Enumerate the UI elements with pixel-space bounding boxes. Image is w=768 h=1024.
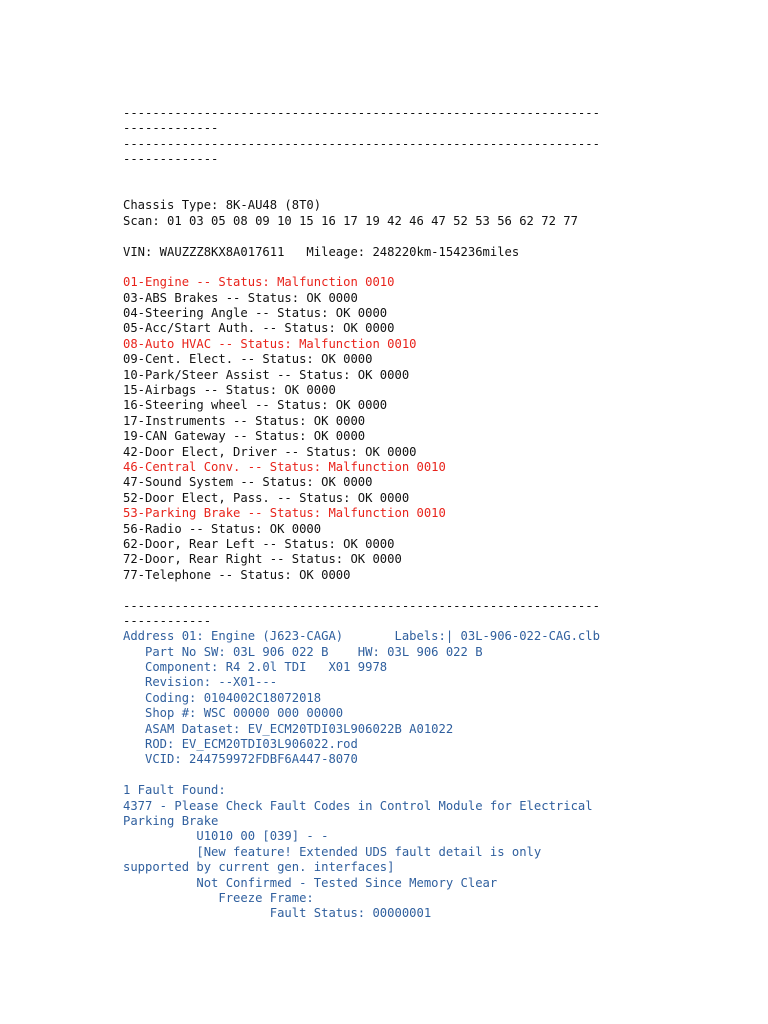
module-status-malfunction: 08-Auto HVAC -- Status: Malfunction 0010 xyxy=(123,336,417,351)
module-status-ok: 72-Door, Rear Right -- Status: OK 0000 xyxy=(123,552,402,567)
separator-rule-tail: ------------ xyxy=(123,613,212,628)
module-status-ok: 42-Door Elect, Driver -- Status: OK 0000 xyxy=(123,444,417,459)
spacer xyxy=(123,168,648,183)
part-number: Part No SW: 03L 906 022 B HW: 03L 906 022 B xyxy=(123,644,483,659)
rod-file: ROD: EV_ECM20TDI03L906022.rod xyxy=(123,737,358,752)
fault-description: 4377 - Please Check Fault Codes in Control Module for Electrical Parking Brake xyxy=(123,798,600,828)
module-status-ok: 03-ABS Brakes -- Status: OK 0000 xyxy=(123,290,358,305)
spacer xyxy=(123,260,648,275)
module-status-ok: 09-Cent. Elect. -- Status: OK 0000 xyxy=(123,352,373,367)
fault-confirmation-status: Not Confirmed - Tested Since Memory Clear xyxy=(123,875,498,890)
vin-mileage: VIN: WAUZZZ8KX8A017611 Mileage: 248220km-154236miles xyxy=(123,244,520,259)
module-status-ok: 16-Steering wheel -- Status: OK 0000 xyxy=(123,398,388,413)
module-status-ok: 52-Door Elect, Pass. -- Status: OK 0000 xyxy=(123,490,410,505)
fault-status-value: Fault Status: 00000001 xyxy=(123,906,432,921)
address-title: Address 01: Engine (J623-CAGA) Labels:| 03L-906-022-CAG.clb xyxy=(123,629,600,644)
shop-number: Shop #: WSC 00000 000 00000 xyxy=(123,706,344,721)
separator-rule-tail: ------------- xyxy=(123,152,219,167)
module-status-ok: 56-Radio -- Status: OK 0000 xyxy=(123,521,322,536)
vcid: VCID: 244759972FDBF6A447-8070 xyxy=(123,752,358,767)
fault-code: U1010 00 [039] - - xyxy=(123,829,329,844)
revision: Revision: --X01--- xyxy=(123,675,278,690)
component: Component: R4 2.0l TDI X01 9978 xyxy=(123,660,388,675)
module-status-ok: 47-Sound System -- Status: OK 0000 xyxy=(123,475,373,490)
module-status-ok: 19-CAN Gateway -- Status: OK 0000 xyxy=(123,429,366,444)
module-status-ok: 10-Park/Steer Assist -- Status: OK 0000 xyxy=(123,367,410,382)
module-status-ok: 17-Instruments -- Status: OK 0000 xyxy=(123,413,366,428)
scan-report xyxy=(123,106,648,922)
module-status-ok: 04-Steering Angle -- Status: OK 0000 xyxy=(123,306,388,321)
freeze-frame-label: Freeze Frame: xyxy=(123,890,314,905)
fault-note-line1: [New feature! Extended UDS fault detail is only xyxy=(123,844,542,859)
coding: Coding: 0104002C18072018 xyxy=(123,690,322,705)
separator-rule: ----------------------------------------------------------------- xyxy=(123,106,600,120)
scan-list: Scan: 01 03 05 08 09 10 15 16 17 19 42 46 47 52 53 56 62 72 77 xyxy=(123,213,578,228)
chassis-type: Chassis Type: 8K-AU48 (8T0) xyxy=(123,198,322,213)
separator-rule: ----------------------------------------------------------------- xyxy=(123,598,600,613)
module-status-malfunction: 01-Engine -- Status: Malfunction 0010 xyxy=(123,275,395,290)
module-status-malfunction: 46-Central Conv. -- Status: Malfunction 0010 xyxy=(123,459,446,474)
asam-dataset: ASAM Dataset: EV_ECM20TDI03L906022B A01022 xyxy=(123,721,454,736)
module-status-ok: 05-Acc/Start Auth. -- Status: OK 0000 xyxy=(123,321,395,336)
fault-count: 1 Fault Found: xyxy=(123,783,226,798)
spacer xyxy=(123,768,648,783)
spacer xyxy=(123,183,648,198)
module-status-ok: 77-Telephone -- Status: OK 0000 xyxy=(123,567,351,582)
module-status-ok: 62-Door, Rear Left -- Status: OK 0000 xyxy=(123,536,395,551)
fault-note-line2: supported by current gen. interfaces] xyxy=(123,860,395,875)
module-status-ok: 15-Airbags -- Status: OK 0000 xyxy=(123,383,336,398)
separator-rule: ----------------------------------------------------------------- xyxy=(123,136,600,151)
module-status-malfunction: 53-Parking Brake -- Status: Malfunction 0010 xyxy=(123,506,446,521)
spacer xyxy=(123,583,648,598)
spacer xyxy=(123,229,648,244)
separator-rule-tail: ------------- xyxy=(123,121,219,136)
module-status-list xyxy=(123,275,648,583)
